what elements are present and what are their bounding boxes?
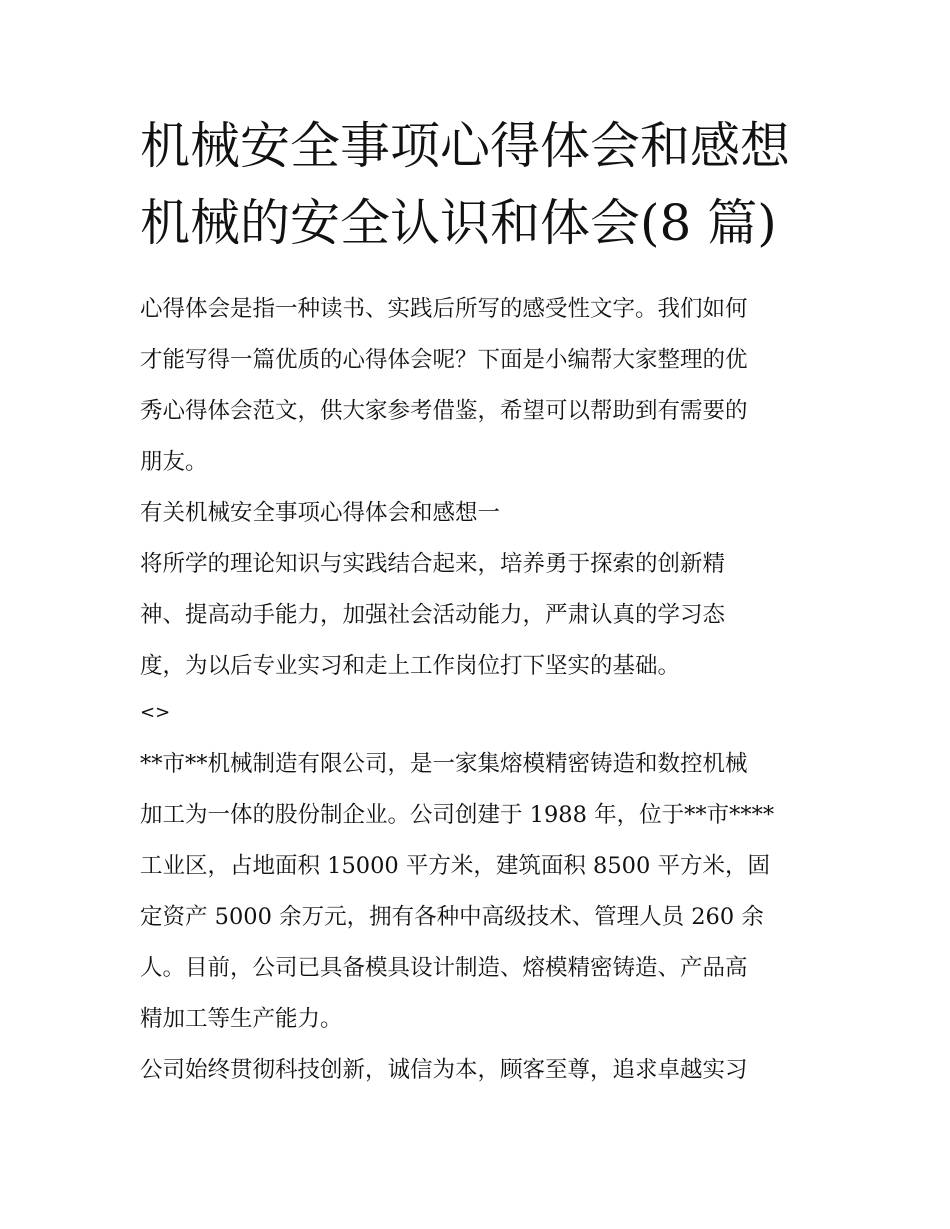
body-paragraph-1 <box>140 539 816 692</box>
body-line: **市**机械制造有限公司，是一家集熔模精密铸造和数控机械 <box>140 751 748 777</box>
body-line: 神、提高动手能力，加强社会活动能力，严肃认真的学习态 <box>140 602 726 628</box>
body-line: 公司始终贯彻科技创新，诚信为本，顾客至尊，追求卓越实习 <box>140 1057 748 1083</box>
intro-line: 才能写得一篇优质的心得体会呢？下面是小编帮大家整理的优 <box>140 347 748 373</box>
section-heading: 有关机械安全事项心得体会和感想一 <box>140 500 501 526</box>
body-line: 工业区，占地面积 15000 平方米，建筑面积 8500 平方米，固 <box>140 853 770 879</box>
body-line: 加工为一体的股份制企业。公司创建于 1988 年，位于**市**** <box>140 802 775 828</box>
intro-line: 秀心得体会范文，供大家参考借鉴，希望可以帮助到有需要的 <box>140 398 748 424</box>
body-line: 定资产 5000 余万元，拥有各种中高级技术、管理人员 260 余 <box>140 904 764 930</box>
document-title <box>140 108 816 262</box>
body-line: 人。目前，公司已具备模具设计制造、熔模精密铸造、产品高 <box>140 955 748 981</box>
intro-line: 心得体会是指一种读书、实践后所写的感受性文字。我们如何 <box>140 296 748 322</box>
angle-bracket-marker: <> <box>140 702 171 723</box>
intro-paragraph <box>140 284 816 488</box>
body-paragraph-3 <box>140 1045 816 1096</box>
intro-line: 朋友。 <box>140 449 208 475</box>
body-line: 度，为以后专业实习和走上工作岗位打下坚实的基础。 <box>140 653 681 679</box>
body-paragraph-2 <box>140 739 816 1045</box>
body-line: 精加工等生产能力。 <box>140 1006 343 1032</box>
body-line: 将所学的理论知识与实践结合起来，培养勇于探索的创新精 <box>140 551 726 577</box>
title-line-1: 机械安全事项心得体会和感想 <box>140 117 790 175</box>
document-page <box>140 108 816 1096</box>
title-line-2: 机械的安全认识和体会(8 篇) <box>140 194 777 252</box>
